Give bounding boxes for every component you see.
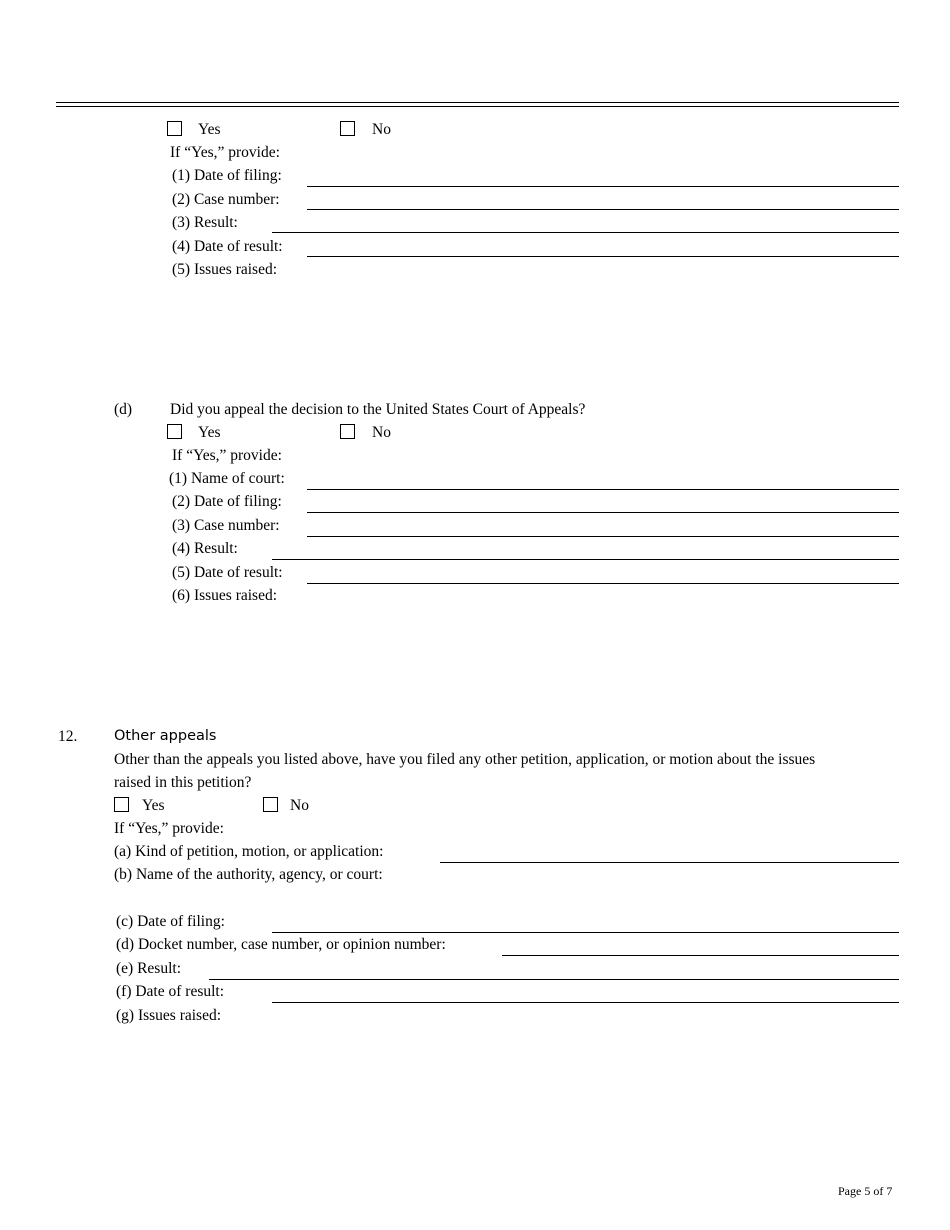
docket-number-field[interactable] xyxy=(502,955,899,956)
name-of-court-label: (1) Name of court: xyxy=(169,470,285,487)
section-12-title: Other appeals xyxy=(114,728,217,744)
no-label: No xyxy=(372,121,391,138)
section-12-question-line1: Other than the appeals you listed above, have you filed any other petition, application, or motion about the issues xyxy=(114,751,816,768)
section-d-marker: (d) xyxy=(114,401,133,418)
issues-raised-label: (5) Issues raised: xyxy=(172,261,278,278)
kind-of-petition-field[interactable] xyxy=(440,862,899,863)
if-yes-label: If “Yes,” provide: xyxy=(170,144,280,161)
header-rule-bottom xyxy=(56,106,899,107)
result-field[interactable] xyxy=(272,559,899,560)
authority-name-label: (b) Name of the authority, agency, or court: xyxy=(114,866,383,883)
no-checkbox[interactable] xyxy=(340,424,355,439)
result-field[interactable] xyxy=(209,979,899,980)
date-of-result-label: (f) Date of result: xyxy=(116,983,225,1000)
docket-number-label: (d) Docket number, case number, or opinion number: xyxy=(116,936,446,953)
kind-of-petition-label: (a) Kind of petition, motion, or application: xyxy=(114,843,384,860)
header-rule-top xyxy=(56,102,899,103)
issues-raised-label: (g) Issues raised: xyxy=(116,1007,222,1024)
yes-label: Yes xyxy=(198,424,221,441)
result-field[interactable] xyxy=(272,232,899,233)
yes-checkbox[interactable] xyxy=(167,121,182,136)
date-of-filing-label: (2) Date of filing: xyxy=(172,493,282,510)
result-label: (e) Result: xyxy=(116,960,181,977)
result-label: (3) Result: xyxy=(172,214,238,231)
no-checkbox[interactable] xyxy=(263,797,278,812)
section-12-question-line2: raised in this petition? xyxy=(114,774,252,791)
if-yes-label: If “Yes,” provide: xyxy=(114,820,224,837)
date-of-result-label: (4) Date of result: xyxy=(172,238,283,255)
case-number-field[interactable] xyxy=(307,536,899,537)
page-number: Page 5 of 7 xyxy=(838,1184,893,1198)
date-of-result-field[interactable] xyxy=(307,583,899,584)
date-of-filing-field[interactable] xyxy=(307,186,899,187)
date-of-result-label: (5) Date of result: xyxy=(172,564,283,581)
date-of-result-field[interactable] xyxy=(272,1002,899,1003)
case-number-label: (3) Case number: xyxy=(172,517,280,534)
yes-label: Yes xyxy=(198,121,221,138)
yes-checkbox[interactable] xyxy=(114,797,129,812)
date-of-result-field[interactable] xyxy=(307,256,899,257)
date-of-filing-field[interactable] xyxy=(272,932,899,933)
if-yes-label: If “Yes,” provide: xyxy=(172,447,282,464)
section-d-question: Did you appeal the decision to the United States Court of Appeals? xyxy=(170,401,586,418)
yes-label: Yes xyxy=(142,797,165,814)
no-label: No xyxy=(372,424,391,441)
date-of-filing-field[interactable] xyxy=(307,512,899,513)
date-of-filing-label: (c) Date of filing: xyxy=(116,913,225,930)
section-12-number: 12. xyxy=(58,728,78,745)
no-label: No xyxy=(290,797,309,814)
issues-raised-label: (6) Issues raised: xyxy=(172,587,278,604)
name-of-court-field[interactable] xyxy=(307,489,899,490)
yes-checkbox[interactable] xyxy=(167,424,182,439)
date-of-filing-label: (1) Date of filing: xyxy=(172,167,282,184)
result-label: (4) Result: xyxy=(172,540,238,557)
no-checkbox[interactable] xyxy=(340,121,355,136)
case-number-field[interactable] xyxy=(307,209,899,210)
case-number-label: (2) Case number: xyxy=(172,191,280,208)
